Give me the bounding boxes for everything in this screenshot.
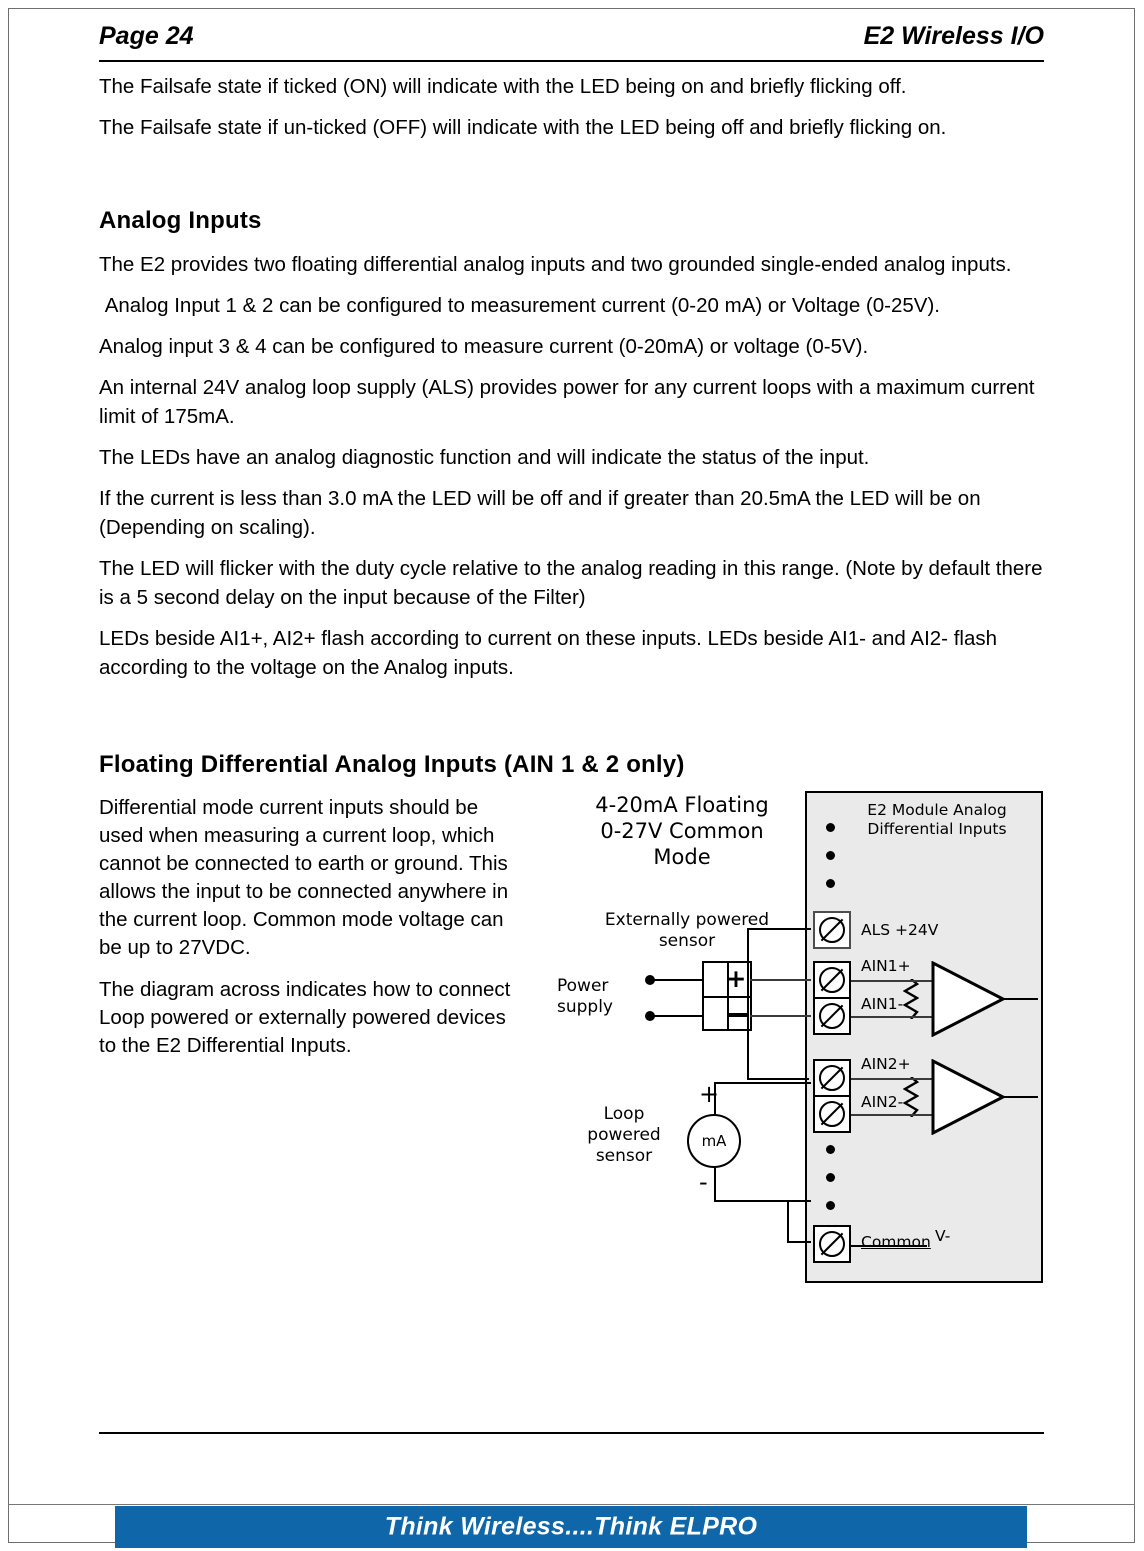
terminal-ellipsis-dot <box>826 879 835 888</box>
wire-loop-to-common <box>714 1200 811 1202</box>
ext-sensor-label-line-2: sensor <box>658 931 716 951</box>
internal-wire-ain1-minus <box>851 1016 911 1018</box>
resistor-ain1 <box>903 979 919 1019</box>
terminal-als-24v[interactable] <box>813 911 851 949</box>
amplifier-output-ain2 <box>1002 1096 1038 1098</box>
loop-sensor-label-line-1: Loop <box>603 1104 645 1124</box>
screw-slot-icon <box>821 1005 844 1028</box>
internal-wire-ain2-plus-to-amp <box>911 1078 933 1080</box>
milliamp-meter-symbol <box>687 1114 741 1168</box>
terminal-ain1-minus[interactable] <box>813 997 851 1035</box>
footer-separator-line <box>9 1504 1135 1505</box>
diagram-title-line-1: 4-20mA Floating <box>595 793 769 817</box>
paragraph-differential-2: The diagram across indicates how to connect Loop powered or externally powered devices to the E2 Differential Inputs. <box>99 978 517 1057</box>
paragraph-analog-8: LEDs beside AI1+, AI2+ flash according to current on these inputs. LEDs beside AI1- and AI2- flash according to the voltage on the Analog inputs. <box>99 627 1003 679</box>
resistor-ain2 <box>903 1077 919 1117</box>
wiring-diagram <box>547 786 1047 1306</box>
terminal-ain1-plus[interactable] <box>813 961 851 999</box>
left-text-column <box>99 794 519 1060</box>
loop-sensor-label-line-3: sensor <box>595 1146 653 1166</box>
sensor-plus-sign: + <box>725 964 747 993</box>
paragraph-analog-7: The LED will flicker with the duty cycle relative to the analog reading in this range. (Note by default there is a 5 second delay on the input because of the Filter) <box>99 557 1049 609</box>
screw-slot-icon <box>821 969 844 992</box>
diagram-title-line-2: 0-27V Common <box>600 819 764 843</box>
document-title-label: E2 Wireless I/O <box>863 22 1044 50</box>
paragraph-analog-6: If the current is less than 3.0 mA the LED will be off and if greater than 20.5mA the LED will be on (Depending on scaling). <box>99 487 987 539</box>
screw-icon <box>819 1003 845 1029</box>
wire-als-24v-vertical <box>747 928 749 1080</box>
terminal-ain2-plus[interactable] <box>813 1059 851 1097</box>
screw-slot-icon <box>821 1067 844 1090</box>
terminal-ellipsis-dot <box>826 823 835 832</box>
wire-loop-to-ain2-plus <box>714 1082 811 1084</box>
diagram-title <box>567 792 797 870</box>
internal-wire-ain2-plus <box>851 1078 911 1080</box>
header-divider <box>99 60 1044 62</box>
screw-icon <box>819 967 845 993</box>
power-supply-label-line-1: Power <box>557 976 609 996</box>
paragraph-differential-1: Differential mode current inputs should be used when measuring a current loop, which cannot be connected to earth or ground. This allows the input to be connected anywhere in the current loop. Common mode voltage can be up to 27VDC. <box>99 796 514 959</box>
page-header <box>99 22 1044 56</box>
ext-sensor-label-line-1: Externally powered <box>604 910 770 930</box>
wire-als-to-ain2-plus <box>747 1078 809 1080</box>
wire-supply-negative <box>650 1015 704 1017</box>
footer-divider <box>99 1432 1044 1434</box>
paragraph-analog-1: The E2 provides two floating differential analog inputs and two grounded single-ended analog inputs. <box>99 253 1012 276</box>
label-loop-powered-sensor <box>569 1104 679 1167</box>
wire-loop-top-stub <box>714 1082 716 1114</box>
internal-wire-ain1-plus <box>851 980 911 982</box>
wire-sensor-to-ain1-plus <box>750 979 811 981</box>
wire-loop-down-to-common <box>787 1200 789 1243</box>
heading-floating-differential: Floating Differential Analog Inputs (AIN 1 & 2 only) <box>99 751 685 778</box>
internal-wire-ain2-minus <box>851 1114 911 1116</box>
page-number-label: Page 24 <box>99 22 194 50</box>
e2-module-enclosure <box>805 791 1043 1283</box>
module-title-line-2: Differential Inputs <box>867 820 1007 838</box>
screw-icon <box>819 1065 845 1091</box>
internal-wire-ain1-minus-to-amp <box>911 1016 933 1018</box>
terminal-ain2-minus[interactable] <box>813 1095 851 1133</box>
spacer <box>99 154 1047 180</box>
spacer <box>99 694 1047 720</box>
power-supply-label-line-2: supply <box>557 997 613 1017</box>
footer-tagline: Think Wireless....Think ELPRO <box>384 1512 758 1541</box>
footer-banner <box>115 1506 1027 1548</box>
label-externally-powered-sensor <box>587 910 787 952</box>
paragraph-analog-5: The LEDs have an analog diagnostic function and will indicate the status of the input. <box>99 446 870 469</box>
loop-plus-sign: + <box>699 1080 720 1108</box>
module-title-line-1: E2 Module Analog <box>867 801 1007 819</box>
terminal-label-common: Common <box>861 1233 931 1251</box>
wire-loop-bottom-stub <box>714 1168 716 1200</box>
external-sensor-symbol <box>702 961 752 1031</box>
terminal-common[interactable] <box>813 1225 851 1263</box>
common-bus-line <box>851 1245 927 1247</box>
amplifier-symbol-ain2 <box>931 1059 1007 1135</box>
amplifier-output-ain1 <box>1002 998 1038 1000</box>
terminal-ellipsis-dot <box>826 1201 835 1210</box>
wire-supply-positive <box>650 979 704 981</box>
heading-analog-inputs: Analog Inputs <box>99 207 262 234</box>
screw-icon <box>819 917 845 943</box>
paragraph-failsafe-off: The Failsafe state if un-ticked (OFF) will indicate with the LED being off and briefly flicking on. <box>99 116 947 139</box>
terminal-label-v-minus: V- <box>935 1227 951 1245</box>
paragraph-analog-4: An internal 24V analog loop supply (ALS) provides power for any current loops with a maximum current limit of 175mA. <box>99 376 1041 428</box>
loop-minus-sign: - <box>699 1168 708 1196</box>
page-content <box>99 72 1049 1251</box>
terminal-label-ain2-minus: AIN2- <box>861 1093 904 1111</box>
meter-label: mA <box>701 1132 727 1150</box>
amplifier-symbol-ain1 <box>931 961 1007 1037</box>
terminal-label-als-24v: ALS +24V <box>861 921 939 939</box>
paragraph-failsafe-on: The Failsafe state if ticked (ON) will indicate with the LED being on and briefly flicking off. <box>99 75 907 98</box>
internal-wire-ain1-plus-to-amp <box>911 980 933 982</box>
screw-slot-icon <box>821 919 844 942</box>
terminal-label-ain2-plus: AIN2+ <box>861 1055 911 1073</box>
terminal-ellipsis-dot <box>826 1173 835 1182</box>
label-power-supply <box>557 976 643 1018</box>
paragraph-analog-3: Analog input 3 & 4 can be configured to measure current (0-20mA) or voltage (0-5V). <box>99 335 869 358</box>
terminal-ellipsis-dot <box>826 1145 835 1154</box>
sensor-minus-sign <box>727 1013 747 1017</box>
two-column-block <box>99 793 1047 1251</box>
screw-slot-icon <box>821 1233 844 1256</box>
screw-icon <box>819 1231 845 1257</box>
terminal-label-ain1-minus: AIN1- <box>861 995 904 1013</box>
wire-loop-corner <box>714 1082 716 1083</box>
screw-slot-icon <box>821 1103 844 1126</box>
loop-sensor-label-line-2: powered <box>587 1125 661 1145</box>
wire-common-entry <box>787 1241 811 1243</box>
stub-als-24v <box>797 928 811 930</box>
diagram-title-line-3: Mode <box>653 845 711 869</box>
terminal-label-ain1-plus: AIN1+ <box>861 957 911 975</box>
module-title <box>837 801 1037 839</box>
wire-sensor-to-ain1-minus <box>750 1015 811 1017</box>
internal-wire-ain2-minus-to-amp <box>911 1114 933 1116</box>
paragraph-analog-2: Analog Input 1 & 2 can be configured to measurement current (0-20 mA) or Voltage (0-25V). <box>99 294 940 317</box>
screw-icon <box>819 1101 845 1127</box>
terminal-ellipsis-dot <box>826 851 835 860</box>
